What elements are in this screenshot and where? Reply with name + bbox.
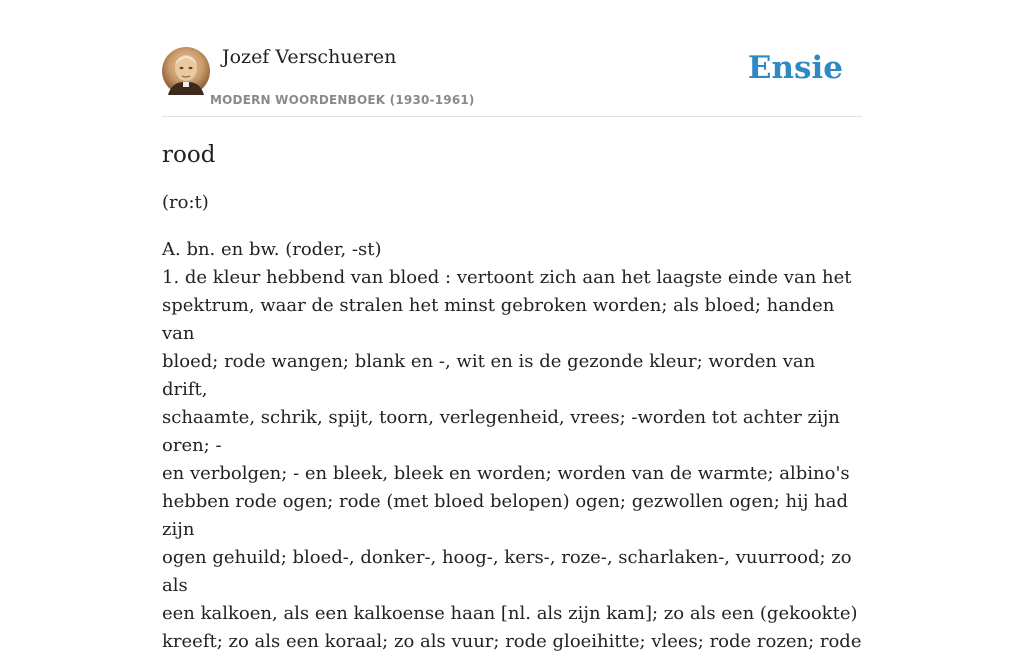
entry-headword: rood: [162, 142, 216, 168]
definition-line: kreeft; zo als een koraal; zo als vuur; rode gloeihitte; vlees; rode rozen; rode: [162, 631, 862, 652]
entry-content: [162, 138, 862, 656]
definition-line: spektrum, waar de stralen het minst gebroken worden; als bloed; handen van: [162, 295, 835, 344]
definition-line: A. bn. en bw. (roder, -st): [162, 239, 382, 260]
page-header: [162, 44, 862, 117]
portrait-icon: [162, 47, 210, 95]
definition-line: schaamte, schrik, spijt, toorn, verlegenheid, vrees; -worden tot achter zijn oren; -: [162, 407, 840, 456]
definition-line: en verbolgen; - en bleek, bleek en worden; worden van de warmte; albino's: [162, 463, 850, 484]
definition-line: 1. de kleur hebbend van bloed : vertoont zich aan het laagste einde van het: [162, 267, 852, 288]
definition-line: een kalkoen, als een kalkoense haan [nl. als zijn kam]; zo als een (gekookte): [162, 603, 858, 624]
ensie-logo[interactable]: Ensie: [747, 50, 843, 86]
entry-definition: [162, 236, 862, 656]
dictionary-source[interactable]: MODERN WOORDENBOEK (1930-1961): [210, 93, 475, 107]
author-avatar[interactable]: [162, 47, 210, 95]
definition-line: ogen gehuild; bloed-, donker-, hoog-, kers-, roze-, scharlaken-, vuurrood; zo als: [162, 547, 852, 596]
definition-line: hebben rode ogen; rode (met bloed belopen) ogen; gezwollen ogen; hij had zijn: [162, 491, 848, 540]
author-name[interactable]: Jozef Verschueren: [222, 46, 397, 68]
entry-pronunciation: (ro:t): [162, 192, 209, 213]
definition-line: bloed; rode wangen; blank en -, wit en is de gezonde kleur; worden van drift,: [162, 351, 816, 400]
